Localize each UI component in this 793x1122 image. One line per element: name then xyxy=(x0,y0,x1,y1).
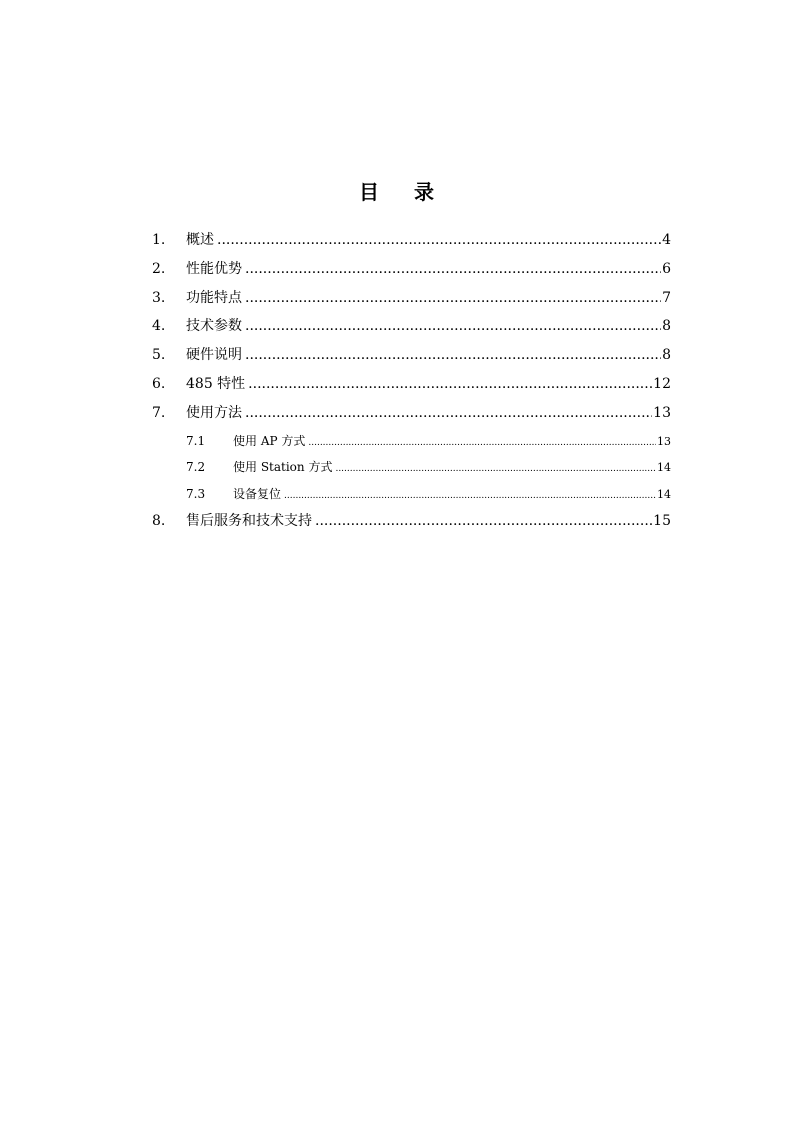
toc-entry-label: 使用方法 xyxy=(186,404,242,421)
toc-entry-page: 6 xyxy=(662,260,671,277)
toc-entry-support[interactable] xyxy=(152,507,671,536)
toc-entry-page: 8 xyxy=(662,318,671,335)
toc-dot-leader xyxy=(245,341,661,370)
toc-subentry-station-mode[interactable] xyxy=(152,454,671,481)
toc-entry-page: 12 xyxy=(653,375,671,392)
toc-entry-label: 485 特性 xyxy=(186,375,246,392)
toc-entry-performance[interactable] xyxy=(152,255,671,284)
toc-entry-number: 7.1 xyxy=(186,433,206,448)
toc-entry-page: 7 xyxy=(662,289,671,306)
toc-entry-usage[interactable] xyxy=(152,399,671,428)
table-of-contents xyxy=(152,226,671,536)
toc-entry-overview[interactable] xyxy=(152,226,671,255)
toc-entry-page: 8 xyxy=(662,347,671,364)
toc-entry-label: 功能特点 xyxy=(186,289,242,306)
toc-entry-label: 性能优势 xyxy=(186,260,242,277)
toc-entry-features[interactable] xyxy=(152,284,671,313)
toc-entry-label: 概述 xyxy=(186,232,214,248)
toc-entry-page: 13 xyxy=(657,434,671,448)
toc-entry-label: 售后服务和技术支持 xyxy=(186,513,312,530)
toc-entry-label: 硬件说明 xyxy=(186,347,242,364)
toc-entry-page: 4 xyxy=(662,232,671,248)
toc-entry-number: 3. xyxy=(152,289,166,306)
toc-entry-label: 技术参数 xyxy=(186,318,242,335)
toc-entry-number: 5. xyxy=(152,347,166,364)
toc-dot-leader xyxy=(248,370,652,399)
toc-dot-leader xyxy=(335,454,656,483)
toc-subentry-ap-mode[interactable] xyxy=(152,428,671,455)
toc-entry-specs[interactable] xyxy=(152,312,671,341)
toc-dot-leader xyxy=(245,399,652,428)
toc-dot-leader xyxy=(245,255,661,284)
toc-dot-leader xyxy=(245,284,661,313)
toc-entry-label: 设备复位 xyxy=(233,486,282,501)
toc-entry-number: 2. xyxy=(152,260,166,277)
toc-subentry-device-reset[interactable] xyxy=(152,481,671,508)
toc-entry-number: 7.2 xyxy=(186,460,206,475)
toc-dot-leader xyxy=(308,428,656,457)
toc-entry-number: 1. xyxy=(152,232,166,248)
toc-entry-485[interactable] xyxy=(152,370,671,399)
toc-dot-leader xyxy=(245,312,661,341)
page-title: 目 录 xyxy=(359,180,448,204)
toc-entry-number: 4. xyxy=(152,318,166,335)
toc-dot-leader xyxy=(284,481,656,510)
toc-entry-page: 14 xyxy=(657,461,671,475)
toc-entry-page: 13 xyxy=(653,404,671,421)
toc-entry-label: 使用 Station 方式 xyxy=(233,460,333,475)
toc-entry-page: 14 xyxy=(657,487,671,501)
toc-dot-leader xyxy=(315,507,652,536)
toc-entry-page: 15 xyxy=(653,513,671,530)
toc-entry-label: 使用 AP 方式 xyxy=(233,433,306,448)
toc-entry-number: 7. xyxy=(152,404,166,421)
toc-dot-leader xyxy=(217,226,661,255)
toc-entry-hardware[interactable] xyxy=(152,341,671,370)
toc-entry-number: 7.3 xyxy=(186,486,206,501)
toc-entry-number: 8. xyxy=(152,513,166,530)
toc-entry-number: 6. xyxy=(152,375,166,392)
